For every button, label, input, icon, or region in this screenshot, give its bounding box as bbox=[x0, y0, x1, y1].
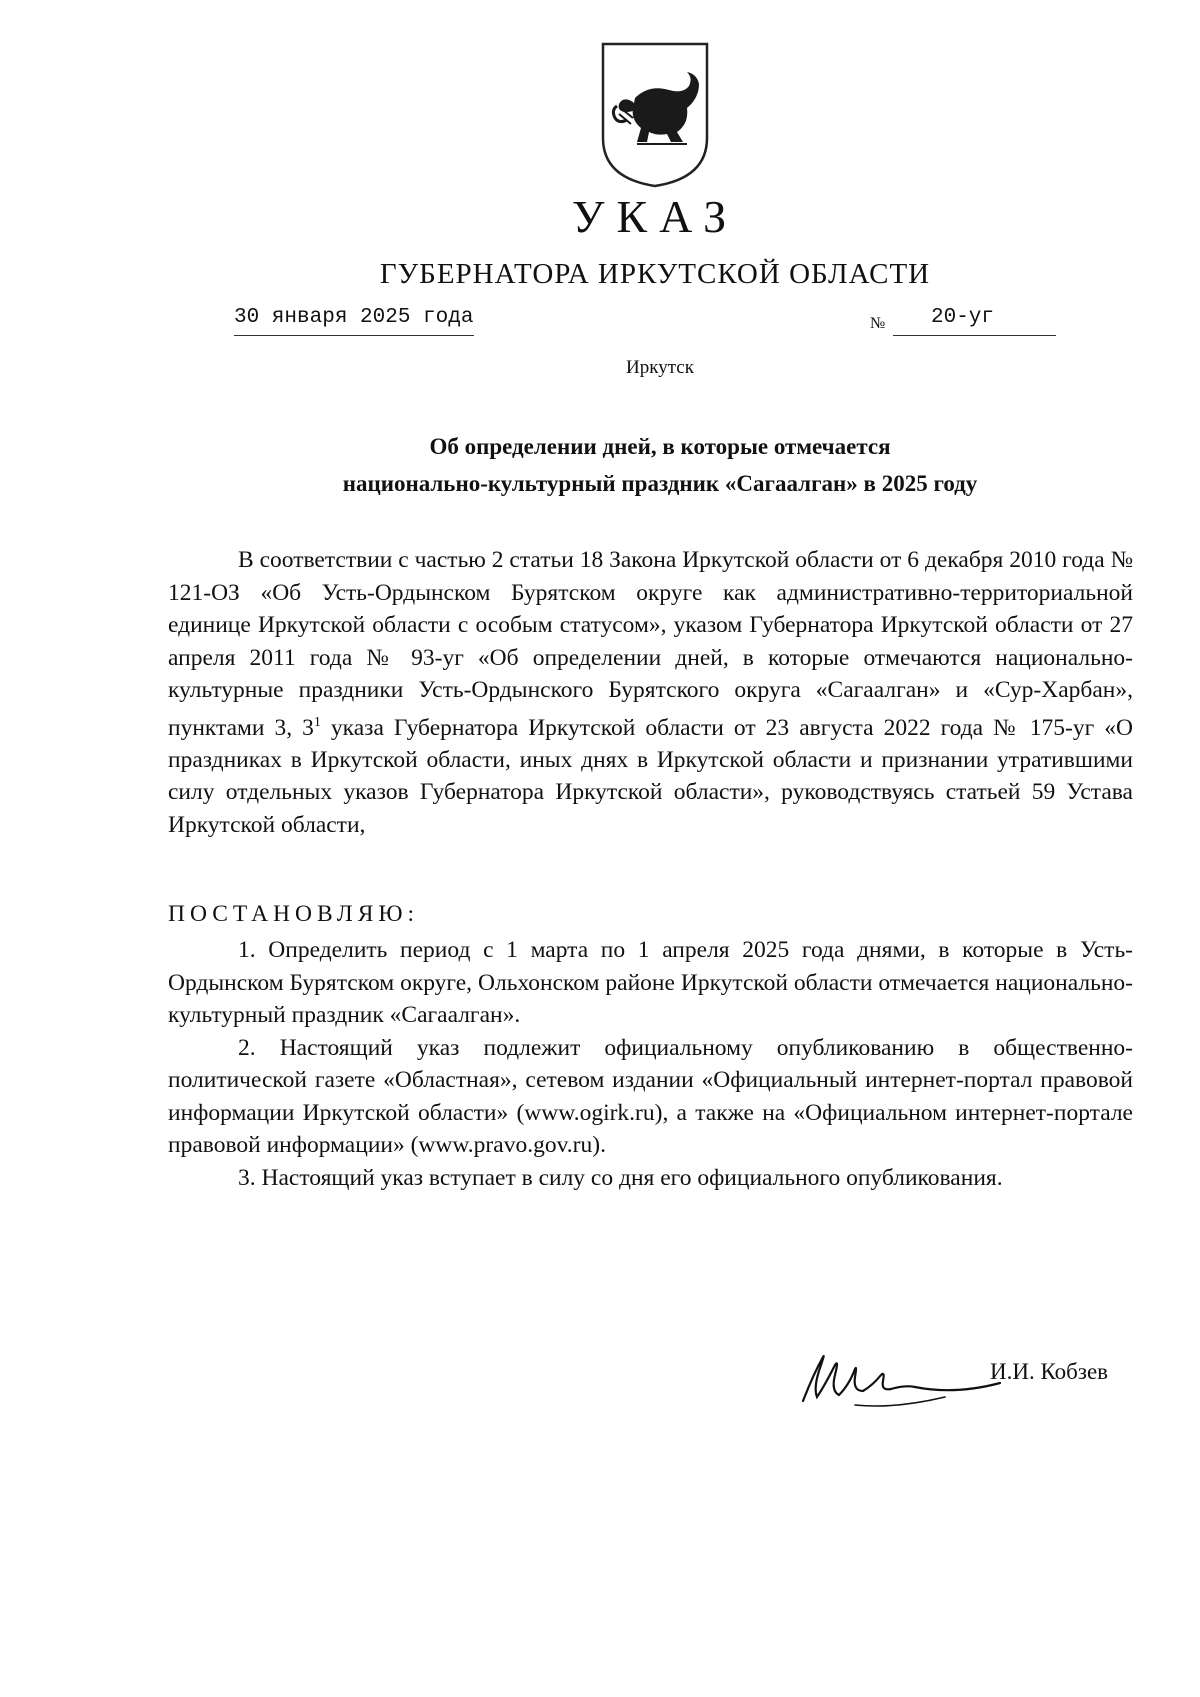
decree-item: 2. Настоящий указ подлежит официальному опубликованию в общественно-политической газете «Областная», сетевом издании «Официальный интернет-портал правовой информации Иркутской области» (www.ogirk.ru), а также на «Официальном интернет-портале правовой информации» (www.pravo.gov.ru). bbox=[168, 1034, 1133, 1158]
signature-block bbox=[795, 1335, 1135, 1425]
decree-items bbox=[168, 934, 1133, 1194]
document-city: Иркутск bbox=[626, 357, 694, 378]
document-number: 20-уг bbox=[893, 306, 1056, 336]
decree-item: 1. Определить период с 1 марта по 1 апреля 2025 года днями, в которые в Усть-Ордынском Бурятском округе, Ольхонском районе Иркутской области отмечается национально-культурный праздник «Сагаалган». bbox=[168, 937, 1133, 1028]
document-heading bbox=[230, 428, 1090, 502]
heading-line: национально-культурный праздник «Сагаалган» в 2025 году bbox=[342, 471, 978, 496]
decree-item: 3. Настоящий указ вступает в силу со дня его официального опубликования. bbox=[238, 1164, 1003, 1191]
irkutsk-coat-of-arms-icon bbox=[597, 38, 713, 190]
preamble bbox=[168, 544, 1133, 841]
heading-line: Об определении дней, в которые отмечается bbox=[429, 434, 891, 459]
handwritten-signature bbox=[795, 1335, 1005, 1425]
document-issuer: ГУБЕРНАТОРА ИРКУТСКОЙ ОБЛАСТИ bbox=[379, 258, 931, 290]
document-date: 30 января 2025 года bbox=[234, 306, 474, 336]
superscript: 1 bbox=[313, 714, 321, 730]
number-label: № bbox=[870, 315, 886, 332]
preamble-text: В соответствии с частью 2 статьи 18 Закона Иркутской области от 6 декабря 2010 года № 121-ОЗ «Об Усть-Ордынском Бурятском округе как административно-территориальной единице Иркутской области с особым статусом», указом Губернатора Иркутской области от 27 апреля 2011 года № 93-уг «Об определении дней, в которые отмечаются национально-культурные праздники Усть-Ордынского Бурятского округа «Сагаалган» и «Сур-Харбан», пунктами 3, 3 bbox=[168, 547, 1133, 741]
preamble-text: указа Губернатора Иркутской области от 23 августа 2022 года № 175-уг «О праздниках в Иркутской области, иных днях в Иркутской области и признании утратившими силу отдельных указов Губернатора Иркутской области», руководствуясь статьей 59 Устава Иркутской области, bbox=[168, 714, 1133, 838]
signer-name: И.И. Кобзев bbox=[990, 1359, 1109, 1384]
document-title: УКАЗ bbox=[571, 191, 739, 242]
preamble-paragraph bbox=[168, 544, 1133, 841]
resolve-heading bbox=[168, 898, 1133, 931]
resolve-text: ПОСТАНОВЛЯЮ: bbox=[168, 901, 420, 927]
